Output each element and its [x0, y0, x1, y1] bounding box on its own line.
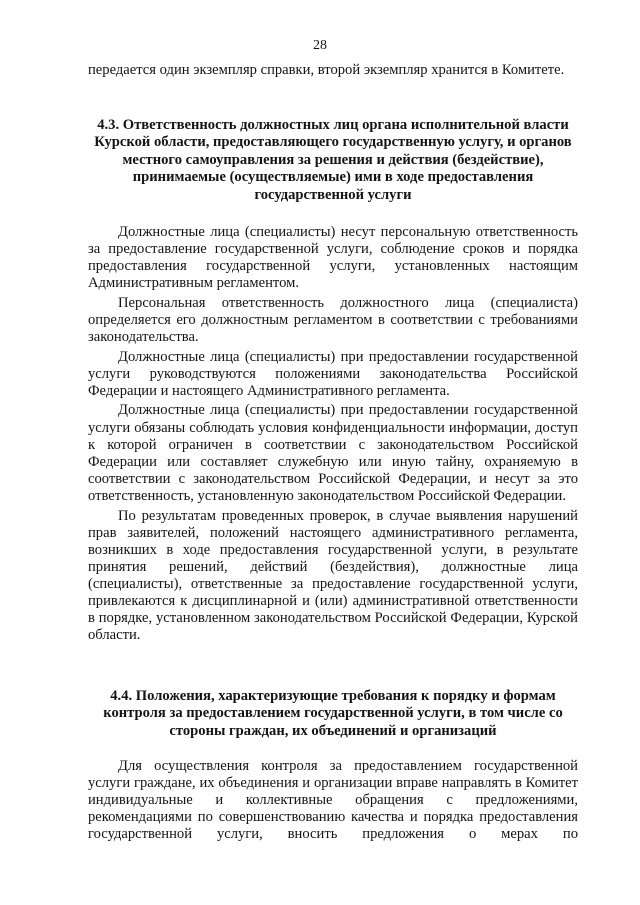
- body-paragraph: По результатам проведенных проверок, в случае выявления нарушений прав заявителей, положений настоящего административного регламента, возникших в ходе предоставления государственной услуги, в результате принятия решений, действий (бездействия), должностные лица (специалисты), ответственные за предоставление государственной услуги, привлекаются к дисциплинарной и (или) административной ответственности в порядке, установленном законодательством Российской Федерации, Курской области.: [88, 507, 578, 644]
- body-paragraph: Должностные лица (специалисты) при предоставлении государственной услуги руководствуются положениями законодательства Российской Федерации и настоящего Административного регламента.: [88, 348, 578, 399]
- section-4-4-body: [88, 758, 578, 846]
- section-4-4-heading: 4.4. Положения, характеризующие требования к порядку и формам контроля за предоставлением государственной услуги, в том числе со стороны граждан, их объединений и организаций: [103, 688, 563, 739]
- body-paragraph: Для осуществления контроля за предоставлением государственной услуги граждане, их объединения и организации вправе направлять в Комитет индивидуальные и коллективные обращения с предложениями, рекомендациями по совершенствованию качества и порядка предоставления государственной услуги, вносить предложения о мерах по: [88, 758, 578, 843]
- intro-paragraph: передается один экземпляр справки, второй экземпляр хранится в Комитете.: [88, 62, 565, 78]
- section-4-3-body: [88, 224, 578, 647]
- page-number: 28: [313, 38, 327, 53]
- body-paragraph: Должностные лица (специалисты) несут персональную ответственность за предоставление государственной услуги, соблюдение сроков и порядка предоставления государственной услуги, установленных настоящим Административным регламентом.: [88, 224, 578, 292]
- body-paragraph: Персональная ответственность должностного лица (специалиста) определяется его должностным регламентом в соответствии с требованиями законодательства.: [88, 294, 578, 346]
- section-4-3-heading: 4.3. Ответственность должностных лиц органа исполнительной власти Курской области, предоставляющего государственную услугу, и органов местного самоуправления за решения и действия (бездействие), принимаемые (осуществляемые) ими в ходе предоставления государственной услуги: [94, 117, 572, 203]
- body-paragraph: Должностные лица (специалисты) при предоставлении государственной услуги обязаны соблюдать условия конфиденциальности информации, доступ к которой ограничен в соответствии с законодательством Российской Федерации или составляет служебную или иную тайну, охраняемую в соответствии с законодательством Российской Федерации, и несут за это ответственность, установленную законодательством Российской Федерации.: [88, 402, 578, 504]
